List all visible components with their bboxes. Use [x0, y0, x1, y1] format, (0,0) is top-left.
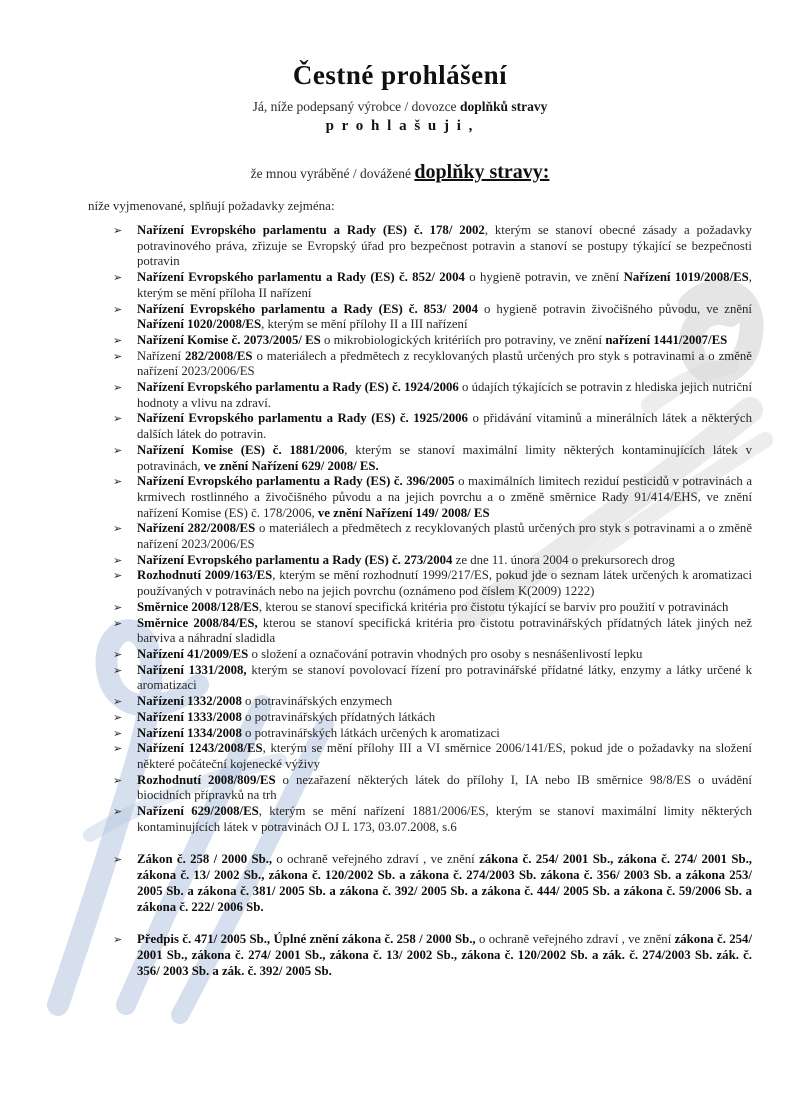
list-item	[113, 772, 752, 804]
list-item	[113, 599, 752, 616]
bullet-arrow-icon: ➢	[113, 773, 123, 787]
list-item-text: , kterou se stanoví specifická kritéria pro čistotu týkající se barviv pro použití v potravinách	[258, 599, 729, 614]
list-item-text: o maximálních limitech reziduí pesticidů v potravinách a krmivech rostlinného a živočišného původu a na jejich povrchu a o změně směrnice Rady 91/414/EHS, ve znění nařízení Komise (ES) č. 178/2006,	[137, 474, 752, 520]
list-item	[113, 521, 752, 552]
list-item-text: Směrnice 2008/84/ES,	[137, 615, 258, 630]
list-item	[113, 380, 753, 411]
list-item-text: Nařízení Evropského parlamentu a Rady (ES) č. 1924/2006	[137, 380, 459, 395]
bullet-arrow-icon: ➢	[113, 569, 123, 583]
list-item	[113, 301, 752, 333]
list-item-text: Nařízení Evropského parlamentu a Rady (ES) č. 178/ 2002	[137, 223, 485, 237]
list-item-text: o potravinářských látkách určených k aromatizaci	[241, 725, 500, 740]
list-item	[113, 568, 752, 599]
list-item	[113, 852, 753, 915]
list-item-text: o hygieně potravin živočišného původu, ve znění	[477, 301, 752, 316]
list-item	[113, 223, 752, 270]
list-item-text: zákona č. 254/ 2001 Sb., zákona č. 274/ 2001 Sb., zákona č. 13/ 2002 Sb., zákona č. 120/2002 Sb. a zákona č. 274/2003 Sb. zákona č. 356/ 2003 Sb. a zákona 253/ 2005 Sb. a zákona č. 381/ 2005 Sb. a zákona č. 392/ 2005 Sb. a zákona č. 444/ 2005 Sb. a zákona č. 59/2006 Sb. a zákona č. 222/ 2006 Sb.	[137, 852, 753, 914]
subtitle-bold-term: doplňků stravy	[459, 99, 548, 114]
list-item-text: Nařízení 1331/2008,	[137, 662, 247, 677]
document-header	[0, 0, 800, 184]
list-item-text: Nařízení Evropského parlamentu a Rady (ES) č. 853/ 2004	[137, 301, 478, 316]
list-item-text: Nařízení 1019/2008/ES	[623, 270, 749, 285]
bullet-arrow-icon: ➢	[113, 349, 123, 363]
list-item-text: o nezařazení některých látek do přílohy I, IA nebo IB směrnice 98/8/ES o uvádění biocidních přípravků na trh	[137, 772, 752, 803]
list-item-text: o potravinářských enzymech	[241, 694, 393, 709]
list-item	[113, 646, 752, 663]
subtitle-prefix: Já, níže podepsaný výrobce / dovozce	[252, 99, 460, 114]
bullet-arrow-icon: ➢	[113, 663, 123, 677]
list-item-text: o údajích týkajících se potravin z hlediska jejich nutriční hodnoty a vlivu na zdraví.	[137, 380, 753, 410]
list-item-text: Zákon č. 258 / 2000 Sb.,	[137, 852, 273, 867]
bullet-arrow-icon: ➢	[113, 443, 123, 457]
bullet-arrow-icon: ➢	[113, 333, 123, 347]
bullet-arrow-icon: ➢	[113, 805, 123, 819]
list-item	[113, 615, 752, 647]
bullet-arrow-icon: ➢	[113, 271, 123, 285]
list-item-text: kterou se stanoví specifická kritéria pro čistotu potravinářských přídatných látek jiných než barviva a náhradní sladidla	[137, 615, 752, 646]
list-item	[113, 709, 752, 726]
bullet-arrow-icon: ➢	[113, 647, 123, 661]
list-item-text: o přidávání vitaminů a minerálních látek a některých dalších látek do potravin.	[137, 411, 753, 442]
list-item-text: 282/2008/ES	[184, 348, 253, 363]
list-item-text: o mikrobiologických kritériích pro potraviny, ve znění	[320, 332, 606, 347]
list-item	[113, 694, 752, 710]
lead-bold-underline: doplňky stravy:	[414, 161, 550, 183]
list-item-text: o hygieně potravin, ve znění	[464, 270, 624, 285]
list-item	[113, 741, 752, 772]
list-item-text: o materiálech a předmětech z recyklovaných plastů určených pro styk s potravinami a o změně nařízení 2023/2006/ES	[137, 348, 752, 379]
list-item-text: Nařízení 1334/2008	[137, 725, 242, 740]
bullet-arrow-icon: ➢	[113, 710, 123, 724]
list-item-text: o ochraně veřejného zdraví , ve znění	[475, 932, 675, 947]
list-item	[113, 332, 752, 349]
list-item-text: Nařízení 41/2009/ES	[137, 646, 249, 661]
bullet-arrow-icon: ➢	[113, 695, 123, 709]
list-item	[113, 662, 752, 694]
list-item-text: , kterým se mění rozhodnutí 1999/217/ES, pokud jde o seznam látek určených k aromatizaci používaných v potravinách nebo na jejich povrchu (oznámeno pod číslem K(2009) 1222)	[137, 568, 752, 599]
list-item-text: Nařízení Evropského parlamentu a Rady (ES) č. 1925/2006	[137, 411, 468, 426]
page-title: Čestné prohlášení	[292, 60, 508, 90]
declaration-subtitle	[0, 99, 800, 115]
list-item-text: o složení a označování potravin vhodných pro osoby s nesnášenlivostí lepku	[248, 646, 643, 661]
list-item	[113, 411, 753, 442]
bullet-arrow-icon: ➢	[113, 600, 123, 614]
list-item-text: , kterým se mění přílohy III a VI směrnice 2006/141/ES, pokud jde o požadavky na složení některé počáteční kojenecké výživy	[137, 741, 752, 771]
list-item-text: o potravinářských přídatných látkách	[241, 709, 436, 724]
list-item-text: Směrnice 2008/128/ES	[137, 599, 259, 614]
bullet-arrow-icon: ➢	[113, 853, 123, 867]
intro-line: níže vyjmenované, splňují požadavky zejména:	[88, 198, 335, 213]
list-item	[113, 552, 752, 569]
list-item-text: Nařízení Evropského parlamentu a Rady (ES) č. 396/2005	[137, 474, 455, 489]
list-item	[113, 932, 752, 979]
list-item	[113, 270, 752, 301]
list-item-text: , kterým se mění přílohy II a III nařízení	[261, 317, 468, 332]
bullet-arrow-icon: ➢	[113, 616, 123, 630]
bullet-arrow-icon: ➢	[113, 302, 123, 316]
list-item-text: Rozhodnutí 2009/163/ES	[137, 568, 273, 583]
list-item-text: o ochraně veřejného zdraví , ve znění	[272, 852, 480, 867]
lead-prefix: že mnou vyráběné / dovážené	[250, 166, 415, 181]
list-item-text: Nařízení 1020/2008/ES	[137, 317, 262, 332]
list-item-text: , kterým se mění nařízení 1881/2006/ES, kterým se stanoví maximální limity některých kontaminujících látek v potravinách OJ L 173, 03.07.2008, s.6	[137, 804, 752, 834]
list-item-text: zákona č. 254/ 2001 Sb., zákona č. 274/ 2001 Sb., zákona č. 13/ 2002 Sb., zákona č. 120/2002 Sb. a zák. č. 274/2003 Sb. zák. č. 356/ 2003 Sb. a zák. č. 392/ 2005 Sb.	[137, 932, 752, 978]
bullet-arrow-icon: ➢	[113, 553, 123, 567]
regulations-list	[0, 223, 800, 979]
list-item-text: Nařízení 1243/2008/ES	[137, 741, 263, 756]
list-item-text: Nařízení Evropského parlamentu a Rady (ES) č. 852/ 2004	[137, 270, 465, 285]
list-item	[113, 474, 752, 521]
lead-line	[0, 161, 800, 184]
bullet-arrow-icon: ➢	[113, 224, 123, 237]
list-item-text: Nařízení Evropského parlamentu a Rady (ES) č. 273/2004	[137, 552, 453, 567]
list-item-text: ve znění Nařízení 629/ 2008/ ES.	[203, 458, 379, 473]
declaration-verb-line: p r o h l a š u j i ,	[325, 118, 475, 134]
list-item	[113, 804, 752, 835]
list-item-text: ve znění Nařízení 149/ 2008/ ES	[317, 505, 490, 520]
list-item	[113, 348, 752, 380]
list-item-text: nařízení 1441/2007/ES	[605, 332, 728, 347]
list-item-text: Rozhodnutí 2008/809/ES	[137, 772, 276, 787]
list-item-text: Předpis č. 471/ 2005 Sb., Úplné znění zákona č. 258 / 2000 Sb.,	[137, 932, 476, 947]
bullet-arrow-icon: ➢	[113, 726, 123, 740]
list-item-text: , kterým se mění příloha II nařízení	[137, 270, 752, 300]
bullet-arrow-icon: ➢	[113, 381, 123, 395]
bullet-arrow-icon: ➢	[113, 933, 123, 947]
list-item-text: Nařízení Komise (ES) č. 1881/2006	[137, 442, 345, 457]
list-item-text: Nařízení 629/2008/ES	[137, 804, 259, 819]
list-item-text: Nařízení	[137, 348, 185, 363]
bullet-arrow-icon: ➢	[113, 742, 123, 756]
list-item-text: Nařízení 282/2008/ES	[137, 521, 256, 536]
list-item	[113, 725, 752, 742]
list-item-text: ze dne 11. února 2004 o prekursorech drog	[452, 552, 675, 567]
bullet-arrow-icon: ➢	[113, 475, 123, 489]
bullet-arrow-icon: ➢	[113, 412, 123, 426]
list-item-text: Nařízení 1333/2008	[137, 709, 242, 724]
list-item-text: kterým se stanoví povolovací řízení pro potravinářské přídatné látky, enzymy a látky určené k aromatizaci	[137, 662, 752, 693]
list-item	[113, 442, 752, 474]
list-item-text: o materiálech a předmětech z recyklovaných plastů určených pro styk s potravinami a o změně nařízení 2023/2006/ES	[137, 521, 752, 552]
bullet-arrow-icon: ➢	[113, 522, 123, 536]
list-item-text: Nařízení 1332/2008	[137, 694, 242, 709]
list-item-text: Nařízení Komise č. 2073/2005/ ES	[137, 332, 321, 347]
list-item-text: , kterým se stanoví obecné zásady a požadavky potravinového práva, zřizuje se Evropský úřad pro bezpečnost potravin a stanoví se postupy týkající se bezpečnosti potravin	[137, 223, 752, 269]
list-item-text: , kterým se stanoví maximální limity některých kontaminujících látek v potravinách,	[137, 442, 752, 473]
